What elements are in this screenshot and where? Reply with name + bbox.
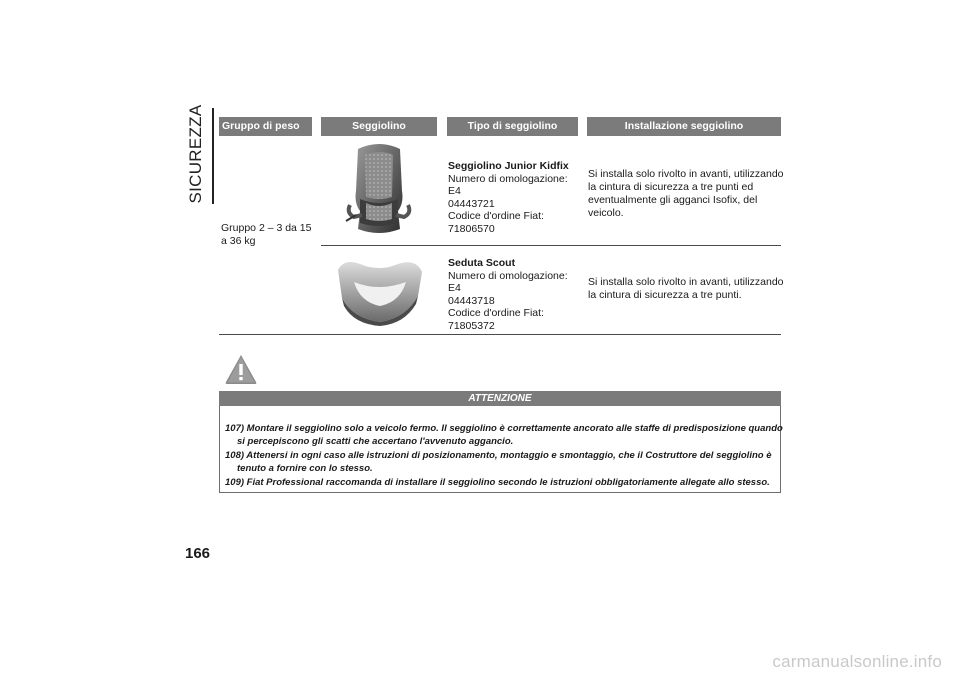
homologation-no-1: 04443721 (448, 197, 495, 210)
seat-type-cell-1 (448, 160, 580, 235)
order-label-2: Codice d'ordine Fiat: (448, 307, 544, 319)
seat-name-2: Seduta Scout (448, 257, 516, 269)
installation-cell-1: Si installa solo rivolto in avanti, utilizzando la cintura di sicurezza a tre punti ed eventualmente gli agganci Isofix, del veicolo. (588, 168, 784, 219)
header-seat-type: Tipo di seggiolino (447, 117, 578, 136)
section-rule (212, 108, 214, 204)
seat-name-1: Seggiolino Junior Kidfix (448, 160, 569, 172)
page-number: 166 (185, 545, 211, 562)
warning-note-107: 107) Montare il seggiolino solo a veicolo fermo. Il seggiolino è correttamente ancorato alle staffe di predisposizione quando si percepiscono gli scatti che accertano l'avvenuto aggancio. (225, 423, 783, 447)
section-tab (184, 104, 210, 204)
watermark: carmanualsonline.info (772, 652, 942, 671)
warning-note-108: 108) Attenersi in ogni caso alle istruzioni di posizionamento, montaggio e smontaggio, che il Costruttore del seggiolino è tenuto a fornire con lo stesso. (225, 450, 772, 474)
warning-triangle-icon (224, 353, 258, 385)
section-title: SICUREZZA (186, 104, 205, 204)
header-seat: Seggiolino (321, 117, 437, 136)
row-divider (321, 245, 781, 246)
homologation-no-2: 04443718 (448, 294, 495, 307)
header-weight-group: Gruppo di peso (219, 117, 312, 136)
order-no-1: 71806570 (448, 222, 495, 235)
booster-cushion-seat-image (330, 252, 428, 326)
weight-group-cell: Gruppo 2 – 3 da 15 a 36 kg (221, 222, 312, 247)
attention-title: ATTENZIONE (219, 391, 781, 406)
order-label-1: Codice d'ordine Fiat: (448, 210, 544, 222)
header-installation: Installazione seggiolino (587, 117, 781, 136)
table-bottom-rule (219, 334, 781, 335)
warning-note-109: 109) Fiat Professional raccomanda di installare il seggiolino secondo le istruzioni obbligatoriamente allegate allo stesso. (225, 477, 770, 488)
seat-type-cell-2 (448, 257, 580, 332)
installation-cell-2: Si installa solo rivolto in avanti, utilizzando la cintura di sicurezza a tre punti. (588, 276, 784, 301)
homologation-2: Numero di omologazione: E4 (448, 269, 568, 294)
high-back-booster-seat-image (340, 141, 418, 241)
order-no-2: 71805372 (448, 319, 495, 332)
homologation-1: Numero di omologazione: E4 (448, 172, 568, 197)
